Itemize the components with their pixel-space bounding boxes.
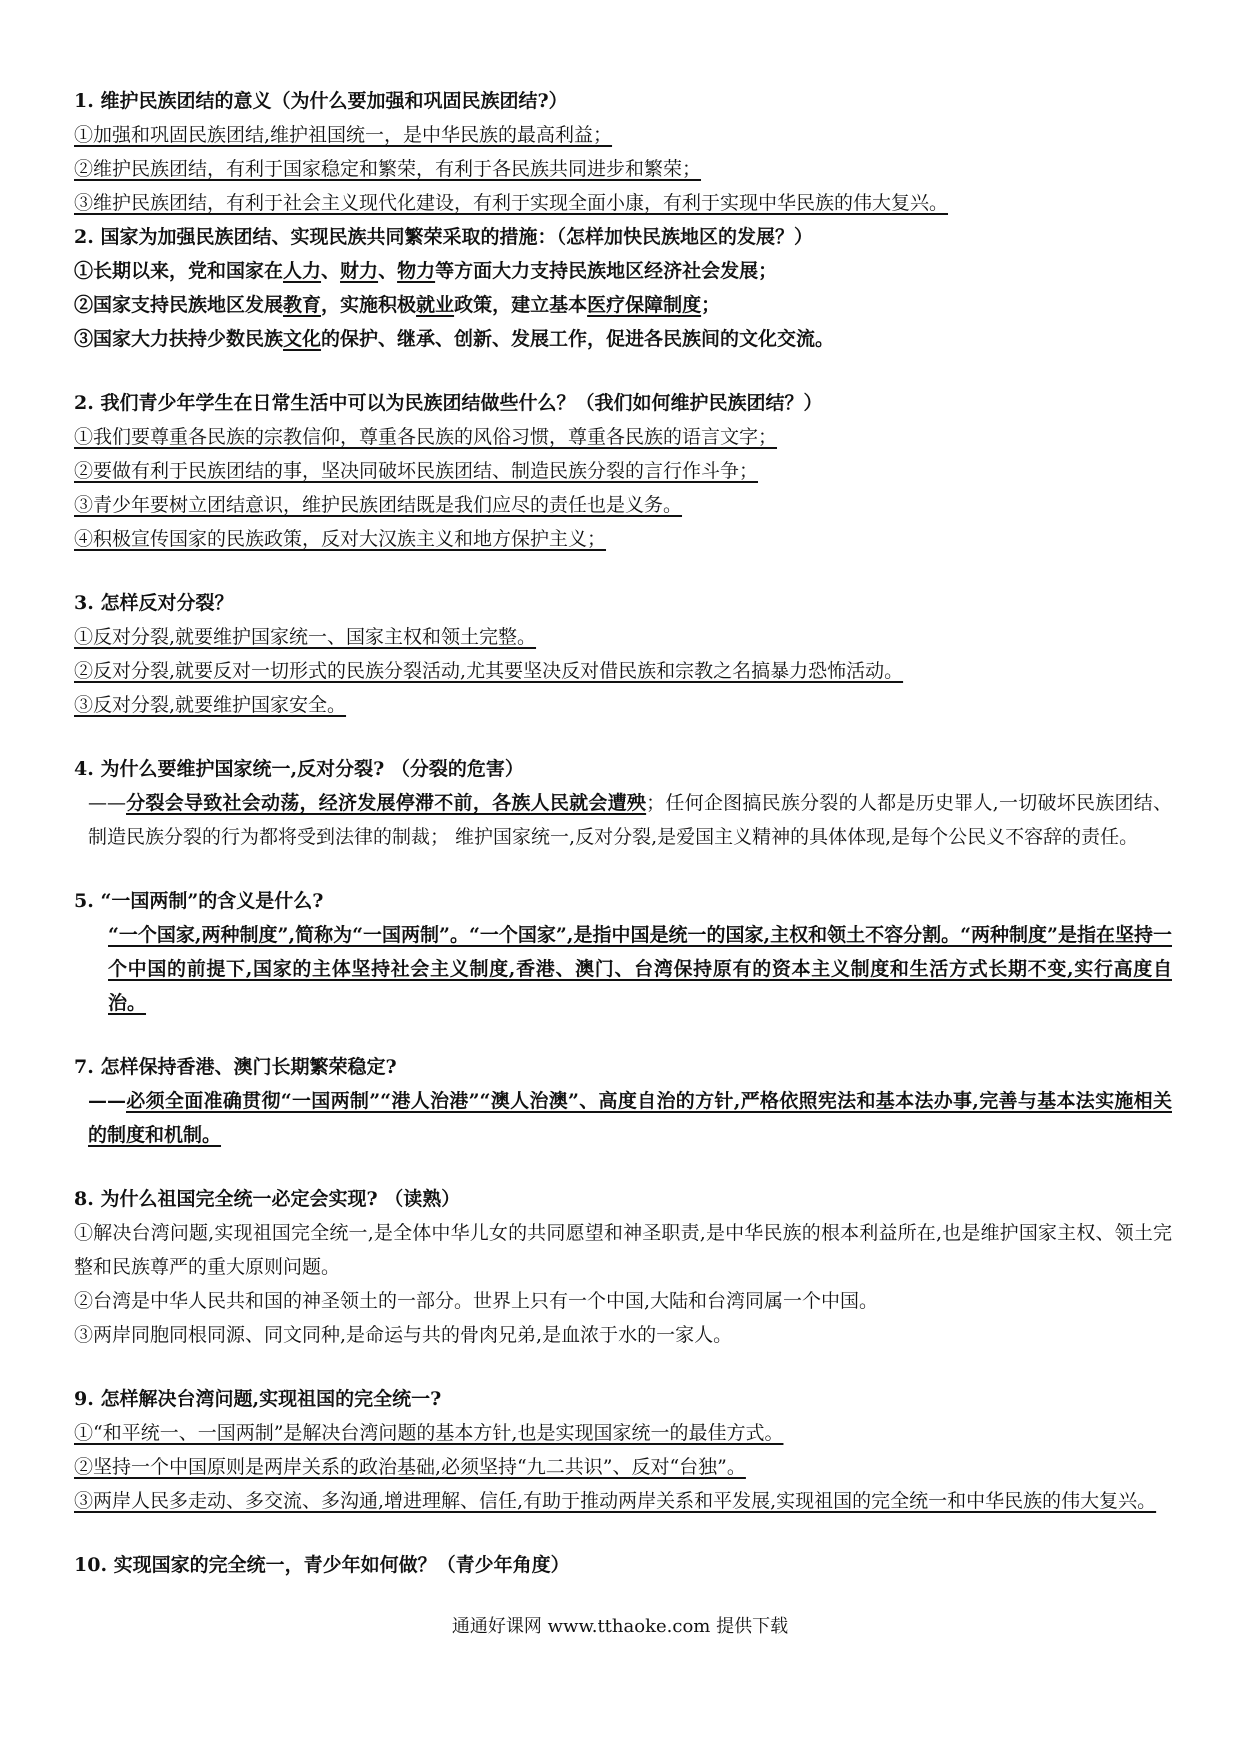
section-7-body: 必须全面准确贯彻“一国两制”“港人治港”“澳人治澳”、高度自治的方针,严格依照宪法和基本法办事,完善与基本法实施相关的制度和机制。 [88, 1090, 1172, 1146]
section-2b-item-3: ③青少年要树立团结意识，维护民族团结既是我们应尽的责任也是义务。 [74, 494, 683, 516]
section-2b-item-2: ②要做有利于民族团结的事，坚决同破坏民族团结、制造民族分裂的言行作斗争； [74, 460, 759, 482]
section-7 [74, 1050, 1172, 1152]
section-3 [74, 586, 1172, 722]
section-1-title: 1. 维护民族团结的意义（为什么要加强和巩固民族团结?） [74, 90, 568, 112]
section-4 [74, 752, 1172, 854]
section-9-item-2: ②坚持一个中国原则是两岸关系的政治基础,必须坚持“九二共识”、反对“台独”。 [74, 1456, 746, 1478]
section-5-body-wrap [74, 918, 1172, 1020]
section-9 [74, 1382, 1172, 1518]
section-1-item-2: ②维护民族团结，有利于国家稳定和繁荣，有利于各民族共同进步和繁荣； [74, 158, 702, 180]
section-2b-item-1: ①我们要尊重各民族的宗教信仰，尊重各民族的风俗习惯，尊重各民族的语言文字； [74, 426, 778, 448]
section-5-body: “一个国家,两种制度”,简称为“一国两制”。“一个国家”,是指中国是统一的国家,主权和领土不容分割。“两种制度”是指在坚持一个中国的前提下,国家的主体坚持社会主义制度,香港、澳门、台湾保持原有的资本主义制度和生活方式长期不变,实行高度自治。 [108, 924, 1172, 1014]
section-3-title: 3. 怎样反对分裂？ [74, 592, 234, 614]
section-4-body: ——分裂会导致社会动荡，经济发展停滞不前，各族人民就会遭殃；任何企图搞民族分裂的人都是历史罪人,一切破坏民族团结、制造民族分裂的行为都将受到法律的制裁； 维护国家统一,反对分裂,是爱国主义精神的具体体现,是每个公民义不容辞的责任。 [88, 792, 1172, 848]
section-2b [74, 386, 1172, 556]
section-10-title: 10. 实现国家的完全统一，青少年如何做？（青少年角度） [74, 1554, 570, 1576]
section-7-body-wrap: ——必须全面准确贯彻“一国两制”“港人治港”“澳人治澳”、高度自治的方针,严格依照宪法和基本法办事,完善与基本法实施相关的制度和机制。 [88, 1090, 1172, 1146]
section-9-title: 9. 怎样解决台湾问题,实现祖国的完全统一? [74, 1388, 442, 1410]
document-page [74, 84, 1172, 1582]
section-1-item-1: ①加强和巩固民族团结,维护祖国统一，是中华民族的最高利益； [74, 124, 613, 146]
section-5 [74, 884, 1172, 1020]
section-10 [74, 1548, 1172, 1582]
section-7-title: 7. 怎样保持香港、澳门长期繁荣稳定? [74, 1056, 397, 1078]
section-2b-item-4: ④积极宣传国家的民族政策，反对大汉族主义和地方保护主义； [74, 528, 607, 550]
section-1-item-3: ③维护民族团结，有利于社会主义现代化建设，有利于实现全面小康，有利于实现中华民族的伟大复兴。 [74, 192, 949, 214]
section-3-item-1: ①反对分裂,就要维护国家统一、国家主权和领土完整。 [74, 626, 537, 648]
section-8-item-3: ③两岸同胞同根同源、同文同种,是命运与共的骨肉兄弟,是血浓于水的一家人。 [74, 1324, 733, 1346]
section-2a-title: 2. 国家为加强民族团结、实现民族共同繁荣采取的措施：（怎样加快民族地区的发展？） [74, 226, 813, 248]
section-4-rest: ；任何企图搞民族分裂的人都是历史罪人,一切破坏民族团结、制造民族分裂的行为都将受到法律的制裁； 维护国家统一,反对分裂,是爱国主义精神的具体体现,是每个公民义不容辞的责任。 [88, 792, 1172, 848]
section-8 [74, 1182, 1172, 1352]
section-5-title: 5. “一国两制”的含义是什么? [74, 890, 324, 912]
section-8-title: 8. 为什么祖国完全统一必定会实现? （读熟） [74, 1188, 461, 1210]
section-2a-item-2: ②国家支持民族地区发展教育，实施积极就业政策，建立基本医疗保障制度； [74, 294, 721, 316]
section-3-item-3: ③反对分裂,就要维护国家安全。 [74, 694, 347, 716]
section-2b-title: 2. 我们青少年学生在日常生活中可以为民族团结做些什么？（我们如何维护民族团结？） [74, 392, 823, 414]
section-4-title: 4. 为什么要维护国家统一,反对分裂? （分裂的危害） [74, 758, 524, 780]
section-2a-item-3: ③国家大力扶持少数民族文化的保护、继承、创新、发展工作，促进各民族间的文化交流。 [74, 328, 835, 350]
section-9-item-3: ③两岸人民多走动、多交流、多沟通,增进理解、信任,有助于推动两岸关系和平发展,实现祖国的完全统一和中华民族的伟大复兴。 [74, 1490, 1157, 1512]
section-9-item-1: ①“和平统一、一国两制”是解决台湾问题的基本方针,也是实现国家统一的最佳方式。 [74, 1422, 784, 1444]
section-8-item-2: ②台湾是中华人民共和国的神圣领土的一部分。世界上只有一个中国,大陆和台湾同属一个中国。 [74, 1290, 879, 1312]
page-footer: 通通好课网 www.tthaoke.com 提供下载 [451, 1616, 789, 1637]
section-2a-item-1: ①长期以来，党和国家在人力、财力、物力等方面大力支持民族地区经济社会发展； [74, 260, 778, 282]
section-8-item-1: ①解决台湾问题,实现祖国完全统一,是全体中华儿女的共同愿望和神圣职责,是中华民族的根本利益所在,也是维护国家主权、领土完整和民族尊严的重大原则问题。 [74, 1222, 1172, 1278]
section-3-item-2: ②反对分裂,就要反对一切形式的民族分裂活动,尤其要坚决反对借民族和宗教之名搞暴力恐怖活动。 [74, 660, 904, 682]
section-1 [74, 84, 1172, 220]
section-4-key-point: 分裂会导致社会动荡，经济发展停滞不前，各族人民就会遭殃 [126, 792, 647, 814]
section-2a [74, 220, 1172, 356]
